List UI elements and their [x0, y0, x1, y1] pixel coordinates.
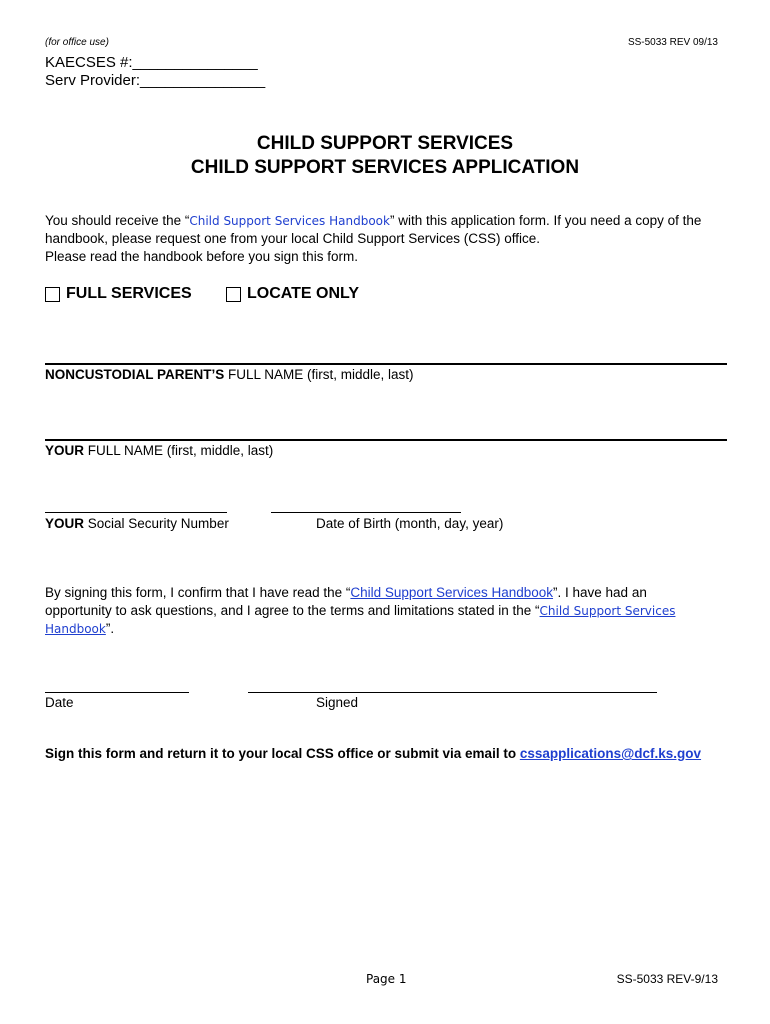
consent-part2: ”. I have had an opportunity to ask questions, and I agree to the terms and limitations stated in the “	[45, 585, 647, 618]
intro-text-line3: Please read the handbook before you sign this form.	[45, 249, 358, 264]
ssn-bold: YOUR	[45, 516, 85, 531]
kaecses-field: KAECSES #:_______________	[45, 54, 258, 71]
serv-provider-field: Serv Provider:_______________	[45, 72, 266, 89]
consent-part1: By signing this form, I confirm that I have read the “	[45, 585, 351, 600]
noncustodial-rest: FULL NAME (first, middle, last)	[224, 367, 414, 382]
locate-only-checkbox[interactable]	[226, 287, 241, 302]
your-name-bold: YOUR	[45, 443, 85, 458]
consent-handbook-link-2[interactable]: Child Support Services Handbook	[45, 604, 676, 636]
full-services-checkbox[interactable]	[45, 287, 60, 302]
noncustodial-name-line[interactable]	[45, 363, 727, 365]
intro-paragraph	[45, 212, 705, 266]
consent-handbook-link-1[interactable]: Child Support Services Handbook	[350, 585, 554, 600]
locate-only-option[interactable]	[226, 285, 359, 303]
submit-text: Sign this form and return it to your local CSS office or submit via email to	[45, 746, 520, 761]
ssn-rest: Social Security Number	[84, 516, 229, 531]
noncustodial-name-label	[45, 367, 414, 382]
your-name-line[interactable]	[45, 439, 727, 441]
ssn-line[interactable]	[45, 512, 227, 513]
ssn-label	[45, 516, 229, 531]
office-use-note: (for office use)	[45, 37, 109, 48]
form-id-footer: SS-5033 REV-9/13	[616, 972, 718, 986]
full-services-option[interactable]	[45, 285, 192, 303]
submit-instructions	[45, 746, 701, 761]
signed-label: Signed	[316, 695, 359, 710]
form-id-top: SS-5033 REV 09/13	[627, 37, 718, 48]
page-title: CHILD SUPPORT SERVICES	[256, 133, 514, 154]
submit-email-link[interactable]: cssapplications@dcf.ks.gov	[519, 746, 702, 761]
date-line[interactable]	[45, 692, 189, 693]
page-subtitle: CHILD SUPPORT SERVICES APPLICATION	[190, 157, 580, 178]
page-number: Page 1	[366, 972, 407, 986]
intro-text-before: You should receive the “	[45, 213, 190, 228]
noncustodial-bold: NONCUSTODIAL PARENT’S	[45, 367, 225, 382]
dob-label: Date of Birth (month, day, year)	[316, 516, 504, 531]
dob-line[interactable]	[271, 512, 461, 513]
locate-only-label: LOCATE ONLY	[247, 285, 360, 302]
signature-line[interactable]	[248, 692, 657, 693]
handbook-link[interactable]: Child Support Services Handbook	[189, 214, 390, 228]
consent-paragraph	[45, 584, 705, 638]
consent-part3: ”.	[105, 621, 115, 636]
your-name-rest: FULL NAME (first, middle, last)	[84, 443, 274, 458]
full-services-label: FULL SERVICES	[66, 285, 192, 302]
date-label: Date	[45, 695, 74, 710]
your-name-label	[45, 443, 273, 458]
intro-text-after: ” with this application form. If you need a copy of the handbook, please request one from your local Child Support Services (CSS) office.	[45, 213, 702, 246]
